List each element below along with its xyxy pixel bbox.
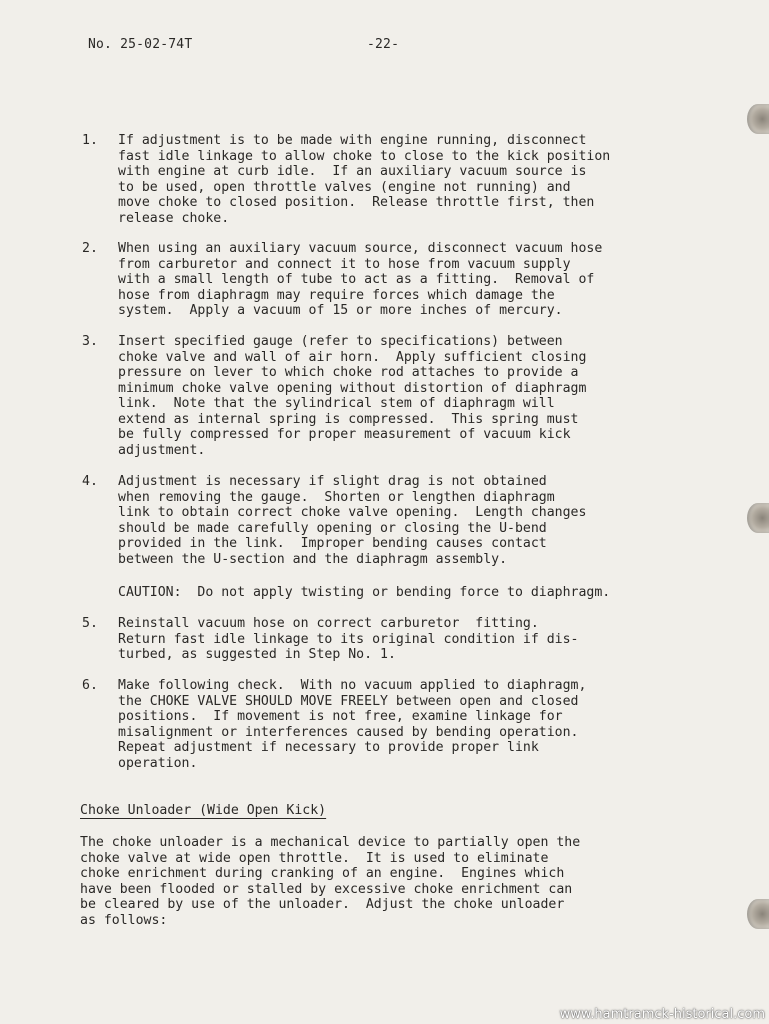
watermark: www.hamtramck-historical.com bbox=[559, 1007, 765, 1022]
step-text: Adjustment is necessary if slight drag is not obtained when removing the gauge. Shorten or lengthen diaphragm link to obtain correct choke valve opening. Length changes should be made carefully opening or closing the U-bend provided in the link. Improper bending causes contact between the U-section and the diaphragm assembly. bbox=[118, 474, 587, 567]
step-number: 5. bbox=[82, 616, 98, 631]
binder-hole-icon bbox=[747, 503, 769, 533]
step-number: 1. bbox=[82, 133, 98, 148]
step-number: 4. bbox=[82, 474, 98, 489]
step-text: Reinstall vacuum hose on correct carburetor fitting. Return fast idle linkage to its original condition if dis- turbed, as suggested in Step No. 1. bbox=[118, 616, 579, 662]
step-text: When using an auxiliary vacuum source, disconnect vacuum hose from carburetor and connect it to hose from vacuum supply with a small length of tube to act as a fitting. Removal of hose from diaphragm may require forces which damage the system. Apply a vacuum of 15 or more inches of mercury. bbox=[118, 241, 603, 318]
page-number: -22- bbox=[367, 37, 400, 52]
step-text: Make following check. With no vacuum applied to diaphragm, the CHOKE VALVE SHOULD MOVE FREELY between open and closed positions. If movement is not free, examine linkage for misalignment or interferences caused by bending operation. Repeat adjustment if necessary to provide proper link operation. bbox=[118, 678, 587, 771]
binder-hole-icon bbox=[747, 899, 769, 929]
step-number: 2. bbox=[82, 241, 98, 256]
section-paragraph: The choke unloader is a mechanical device to partially open the choke valve at wide open throttle. It is used to eliminate choke enrichment during cranking of an engine. Engines which have been flooded or stalled by excessive choke enrichment can be cleared by use of the unloader. Adjust the choke unloader as follows: bbox=[80, 835, 581, 928]
step-text: If adjustment is to be made with engine running, disconnect fast idle linkage to allow choke to close to the kick position with engine at curb idle. If an auxiliary vacuum source is to be used, open throttle valves (engine not running) and move choke to closed position. Release throttle first, then release choke. bbox=[118, 133, 611, 226]
caution-note: CAUTION: Do not apply twisting or bending force to diaphragm. bbox=[118, 585, 611, 600]
step-number: 6. bbox=[82, 678, 98, 693]
step-number: 3. bbox=[82, 334, 98, 349]
binder-hole-icon bbox=[747, 104, 769, 134]
document-number: No. 25-02-74T bbox=[88, 37, 193, 52]
step-text: Insert specified gauge (refer to specifications) between choke valve and wall of air horn. Apply sufficient closing pressure on lever to which choke rod attaches to provide a minimum choke valve opening without distortion of diaphragm link. Note that the sylindrical stem of diaphragm will extend as internal spring is compressed. This spring must be fully compressed for proper measurement of vacuum kick adjustment. bbox=[118, 334, 587, 458]
section-heading: Choke Unloader (Wide Open Kick) bbox=[80, 803, 327, 818]
